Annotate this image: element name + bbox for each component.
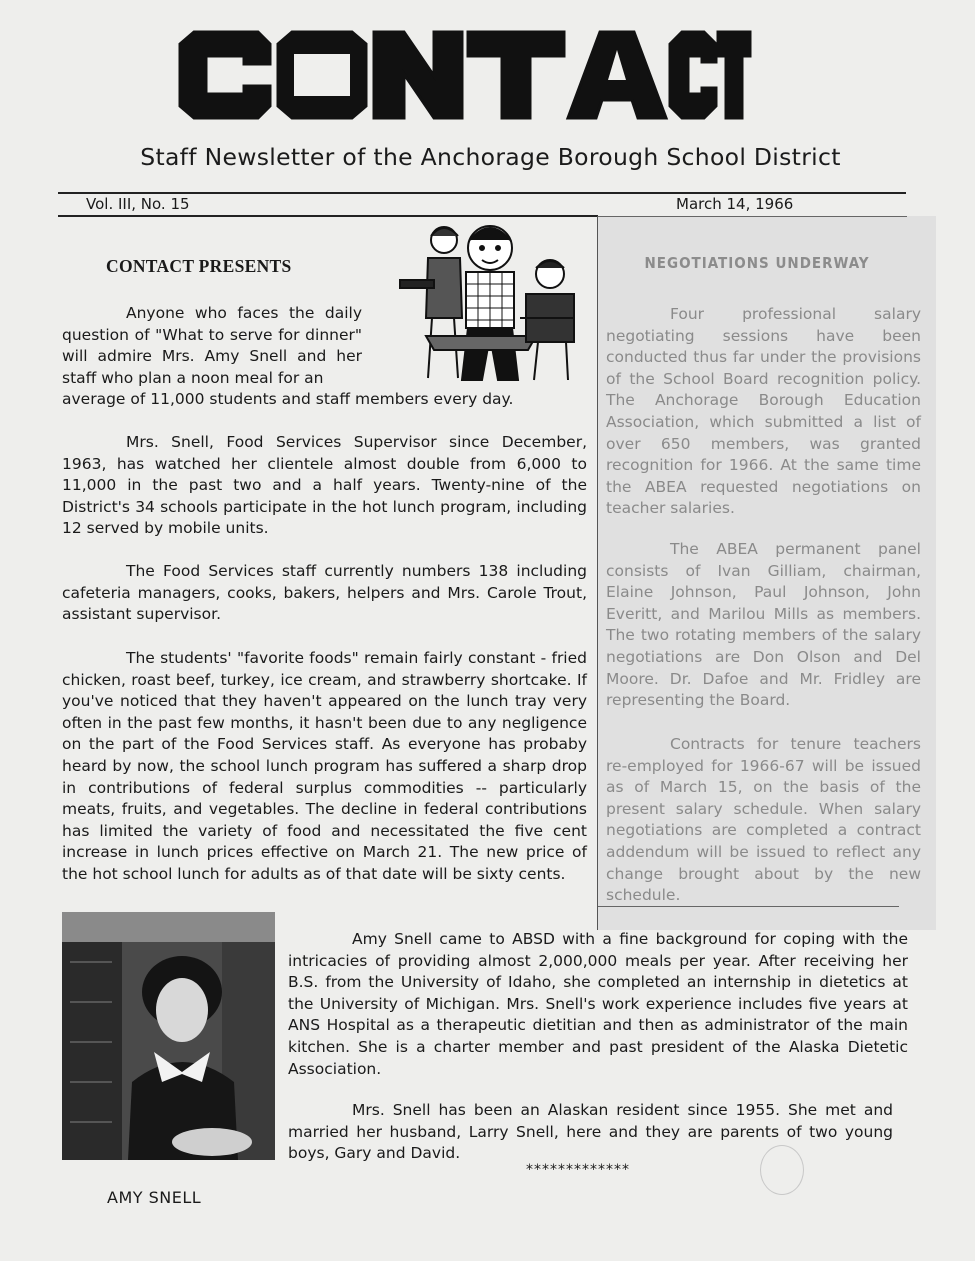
newsletter-subtitle: Staff Newsletter of the Anchorage Borough School District (140, 143, 841, 171)
contact-masthead-logo (172, 28, 752, 123)
negotiations-sidebar (597, 216, 936, 930)
lunch-cartoon-illustration (398, 218, 578, 390)
sidebar-paragraph: Four professional salary negotiating sessions have been conducted thus far under the provisions of the School Board recognition policy. The Anchorage Borough Education Association, which submitted a list of over 650 members, was granted recognition for 1966. At the same time the ABEA requested negotiations on teacher salaries. (606, 305, 921, 518)
sidebar-bottom-rule (598, 906, 899, 907)
sidebar-paragraph: The ABEA permanent panel consists of Ivan Gilliam, chairman, Elaine Johnson, Paul Johnson, John Everitt, and Marilou Mills as members. The two rotating members of the salary negotiations are Don Olson and Del Moore. Dr. Dafoe and Mr. Fridley are representing the Board. (606, 540, 921, 710)
article-paragraph: The students' "favorite foods" remain fairly constant - fried chicken, roast beef, turkey, ice cream, and strawberry shortcake. If you've noticed that they haven't appeared on the lunch tray very often in the past few months, it hasn't been due to any negligence on the part of the Food Services staff. As everyone has probaby heard by now, the school lunch program has suffered a sharp drop in contributions of federal surplus commodities -- particularly meats, fruits, and vegetables. The decline in federal contributions has limited the variety of food and necessitated the five cent increase in lunch prices effective on March 21. The new price of the hot school lunch for adults as of that date will be sixty cents. (62, 649, 587, 883)
end-of-article-stars: ************* (526, 1162, 630, 1178)
article-paragraph: Amy Snell came to ABSD with a fine background for coping with the intricacies of providing almost 2,000,000 meals per year. After receiving her B.S. from the University of Idaho, she completed an internship in dietetics at the University of Michigan. Mrs. Snell's work experience includes five years at ANS Hospital as a therapeutic dietitian and then as administrator of the main kitchen. She is a charter member and past president of the Alaska Dietetic Association. (288, 930, 908, 1078)
faint-circle-mark (760, 1145, 804, 1195)
article-paragraph: The Food Services staff currently numbers 138 including cafeteria managers, cooks, bakers, helpers and Mrs. Carole Trout, assistant supervisor. (62, 562, 587, 624)
sidebar-paragraph: Contracts for tenure teachers re-employed for 1966-67 will be issued as of March 15, on the basis of the present salary schedule. When salary negotiations are completed a contract addendum will be issued to reflect any change brought about by the new schedule. (606, 735, 921, 905)
volume-number: Vol. III, No. 15 (86, 195, 190, 213)
header-rule-bottom (58, 215, 598, 217)
issue-date: March 14, 1966 (676, 195, 794, 213)
photo-caption: AMY SNELL (107, 1188, 202, 1207)
sidebar-heading: NEGOTIATIONS UNDERWAY (644, 254, 870, 272)
article-paragraph: Mrs. Snell has been an Alaskan resident since 1955. She met and married her husband, Larry Snell, here and they are parents of two young boys, Gary and David. (288, 1101, 893, 1163)
article-paragraph-intro-end: average of 11,000 students and staff members every day. (62, 390, 514, 408)
sidebar-top-rule (598, 216, 907, 217)
header-rule (58, 192, 906, 194)
amy-snell-photo (62, 912, 275, 1160)
article-paragraph-intro: Anyone who faces the daily question of "What to serve for dinner" will admire Mrs. Amy Snell and her staff who plan a noon meal for an (62, 304, 362, 387)
article-heading: CONTACT PRESENTS (106, 256, 292, 276)
article-paragraph: Mrs. Snell, Food Services Supervisor since December, 1963, has watched her clientele almost double from 6,000 to 11,000 in the past two and a half years. Twenty-nine of the District's 34 schools participate in the hot lunch program, including 12 served by mobile units. (62, 433, 587, 538)
